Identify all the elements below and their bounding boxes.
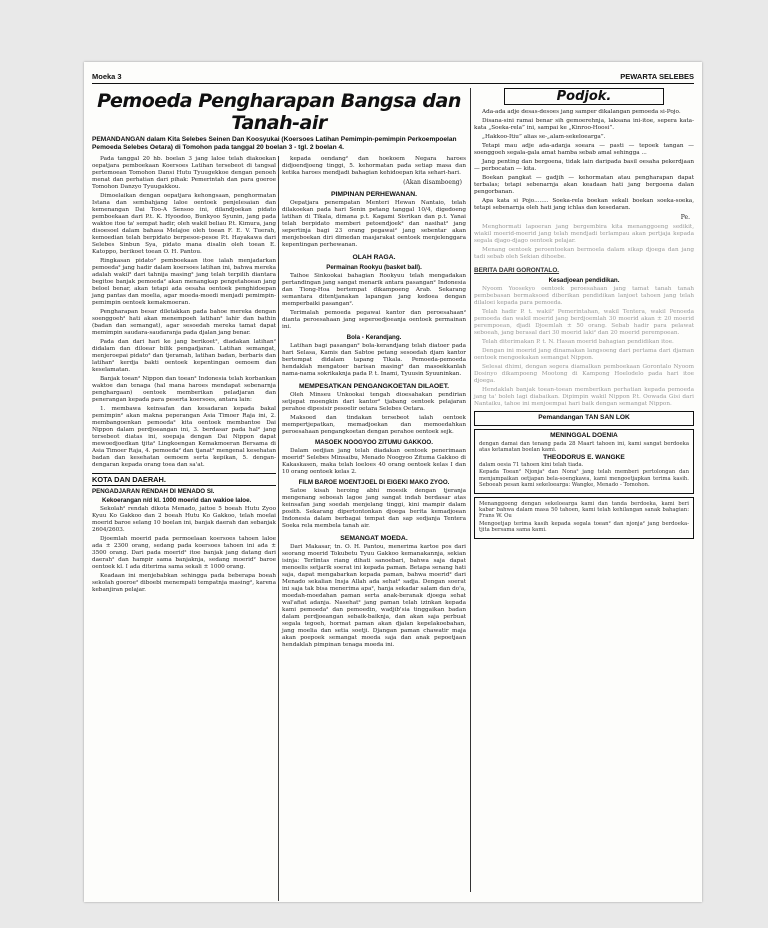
article-headline: Pemoeda Pengharapan Bangsa dan Tanah-air [97, 90, 461, 134]
article-columns [92, 156, 466, 901]
podjok-paragraph: Boekan pangkat — gadjih — kehormatan atau pengharapan dapat terbalas; tetapi sebenarnja akan keadaan hati jang bergoena dalan pengorbanan. [474, 175, 694, 195]
olahraga-paragraph: Terimalah pemoeda pegawai kantor dan peroesahaan² dianta peroesahaan jang seperoedjoeanja oentoek permainan ini. [282, 310, 466, 330]
obituary-title: MENINGGAL DOENIA [550, 432, 618, 440]
pengangkoetan-paragraph: Oleh Minseu Unkookai tengah dioesahakan pendirian setjepat moengkin dari kantor² tjabang oentoek pelajaran perahoe dipesisir pesoelir oetara Selebes Oetara. [282, 392, 466, 412]
podjok-paragraph: Jang penting dan bergoena, tidak lain daripada basil oesaha pekerdjaan — perbocatan — kita. [474, 159, 694, 172]
faded-paragraph: Menang oentoek peroentoekan bermoela dalam sikap djoega dan jang tadi sebab oleh Sekian dihoebe. [474, 247, 694, 260]
advertisement-notice [474, 497, 694, 539]
heading-olahraga: OLAH RAGA. [352, 254, 396, 261]
gorontalo-paragraph: Telah diterimakan P. t. N. Hasan moerid bahagian pendidikan itoe. [482, 339, 674, 345]
kota-paragraph: Djoemlah moerid pada permoelaan koersoes tahoen laloe ada ± 2300 orang, sedang pada koersoes tahoen ini ada ± 3500 orang. Dari pada moerid² itoe banjak jang datang dari daerah² dan hampir sama banjaknja, sedang moerid² baroe oentoek kl. I ada diterima sama sekali ± 1000 orang. [92, 536, 276, 570]
olahraga-sub: Permainan Rookyu (basket ball). [326, 264, 422, 271]
gorontalo-paragraph: Telah hadir P. t. wakil² Pemerintahan, wakil Tentera, wakil Penoeda pemoeda dan wakil moerid jang berdjoemlah 30 moerid akan ± 20 moerid perempoean, djadi Djoemlah ± 50 orang. Sebab hadir para pelawat seboeah, jang berasal dari 30 moerid laki² dan 20 moerid perempoean. [474, 309, 694, 336]
heading-bola: Bola - Kerandjang. [346, 334, 402, 341]
article-paragraph: Banjak toean² Nippon dan toean² Indonesia telah korbankan waktoe dan tenaga (hal mana haroes mendapat sebenarnja penghargaan) oentoek memberikan peladjaran dan penerangan kepada para peserta koersoes, antara lain: [92, 376, 276, 403]
ad-small-text: Pemandangan TAN SAN LOK [538, 414, 630, 421]
podjok-paragraph: Tetapi mau adje ada-adanja soeara — pasti — tepoek tangan — soenggoeh segala-gala amat hamba sebab amal sehingga ... [474, 143, 694, 156]
article-column-right [282, 156, 466, 651]
heading-semangat: SEMANGAT MOEDA. [340, 535, 408, 542]
podjok-paragraph: Disana-sini ramai benar sih gemoerehnja, laksana ini-itoe, sepera kata-kata „Soeka-rela” ini, sampai ke „Kinroo-Hoosi”. [474, 118, 694, 131]
article-paragraph: Pengharapan besar diletakkan pada bahoe mereka dengan soenggoeh² hati akan menempoeh latihan² lahir dan bathin (badan dan semangat), agar sesoedah mereka tamat dapat memimpin saudara-saudaranja pada djalan jang benar. [92, 309, 276, 336]
article-deck: PEMANDANGAN dalam Kita Selebes Seinen Dan Koosyukai (Koersoes Latihan Pemimpin-pemimpin Perkoempoelan Pemoeda Selebes Oetara) di Tomohon pada tanggal 20 boelan 3 - tgl. 2 boelan 4. [92, 136, 457, 151]
heading-film: FILM BAROE MOENTJOEL DI EIGEKI MAKO ZYOO. [298, 479, 450, 486]
inner-column-divider [278, 156, 279, 901]
podjok-title: Podjok. [504, 88, 664, 105]
kota-paragraph: Sekolah² rendah dikota Menado, jaitoe 5 boeah Hutu Zyoo Kyuu Ko Gakkoo dan 2 boeah Hutu Ko Gakkoo, telah moelai moerid baroe selang 10 boelan ini, banjak daerah dan sebanjak 2604/2603. [92, 506, 276, 533]
obituary-text: dengan damai dan tenang pada 28 Maart tahoen ini, kami sangat berdoeka atas ketamatan boelan kami. [479, 440, 689, 454]
newspaper-page [84, 62, 702, 902]
faded-block [474, 224, 694, 261]
column-divider [470, 88, 471, 892]
article-paragraph: 1. membawa keinsafan dan kesadaran kepada bakal pemimpin² akan makna peperangan Asia Timoer Raja ini, 2. membangoenkan pemoeda² kita oentoek membantoe Dai Nippon dalam perdjoeangan ini, 3. berdasar pada hal² jang tersebeot diatas ini, soepaja dengan Dai Nippon dapat mewoedjoedkan tjita² Lingkoengan Kemakmoeran Bersama di Asia Timoer Raja, 4. pemoeda² dan tjanat² mengenal kesehatan badan dan kesehatan oemoem serta kepikan, 5. dengan-dengaran kepada orang toea dan sa'at. [92, 406, 276, 468]
advertisement-obituary [474, 429, 694, 493]
podjok-signature: Pe. [680, 214, 690, 221]
kota-subheading: PENGADJARAN RENDAH DI MENADO SI. [92, 488, 215, 495]
heading-perhewanan: PIMPINAN PERHEWANAN. [330, 191, 418, 198]
semangat-text: Dari Makasar, tn. O. H. Pantou, menerima kartoe pos dari seorang moerid Tokubetu Tyuu Gakkoo kemanakannja, sekian isinja: Terlintas riang dihati sanoebari, bahwa saja dapat menoelis setjarik soerat ini kepada paman. Betapa senang hati saja, dapat mengabarkan kepada paman, bahwa moerid² dari Menado sekalian Insja Allah ada sehat² sadja. Dengan soerat ini saja tak bisa menerima apa², hanja sekadar salam dan do'a, moedah-moedahan paman serta anak-beranak djoega sehat wal'afiat adanja. Nasehat² jang paman telah izinkan kepada kami pemoeda² dan pemoedin, wadjib'sia tinggaikan badan dalam perdjoeangan sebaik-baiknja, dan akan saja perbuat segala tegoeh, hormat paman akan djalan kepelakoebahan, jang moelia dan setia soetji. Djangan paman chawatir maja akan poepoek semangat moeda saja dan anak pepoetjaan hendaklah pimpinan tenaga moeda ini. [282, 544, 466, 648]
podjok-paragraph: „Hakkoo-Itiu” alias se-„alam-sekeloearga”. [482, 134, 606, 140]
gorontalo-paragraph: Hendaklah banjak toean-toean memberikan perhatian kepada pemoeda jang ta' boleh lagi diabaikan. Dipimpin wakil Nippon P.t. Oowada Gisi dari Nantaiku, tahoe ini menjoempai hari baik dengan semangat Nippon. [474, 387, 694, 407]
olahraga-paragraph: Taihoe Sinkookai bahagian Rookyuu telah mengadakan pertandingan jang sangat menarik antara pasangan² Indonesia dan Tiong-Hoa bertempat dikampoeng Arab. Sekarang semantara ditentjanakan lapangan jang kedoea dengan memperbaiki pasangan². [282, 273, 466, 307]
article-paragraph: kepada oendang² dan hoekoem Negara haroes didjoendjoeng tinggi, 5. kehormatan pada setiap masa dan ketika haroes mendjadi bahagian kehidoepan kita sehari-hari. [282, 156, 466, 176]
article-paragraph: Pada dan dari hari ke jang berikoet², diadakan latihan² didalam dan diloear bilik pengadjaran. Latihan semangat, menjeroepai pidato² dan tjeramah, latihan badan, berbaris dan latihan² kerdja bakti oentoek kepentingan oemoem dan keselamatan. [92, 339, 276, 373]
notice-text: Mengoetjap terima kasih kepada segala toean² dan njonja² jang berdoeka-tjita bersama sama kami. [479, 520, 689, 534]
article-column-left [92, 156, 276, 596]
bola-text: Latihan bagi pasangan² bola-kerandjang telah diatoer pada hari Selasa, Kamis dan Sabtoe petang sesoedah djam kantor bertempat didalam tapang Tikala. Pemoeda-pemoeda hendaklah mengatoer barisan masing² dan masoekkanlah nama-nama sokrikaknja pada P. t. Inami, Tyuusin Syuuninkan. [282, 343, 466, 377]
obituary-text: Kepada Toean² Njonja² dan Nona² jang telah memberi pertolongan dan menjampaikan oetjapan bela-soengkawa, kami mengoetjapkan terima kasih. Seboeah pesan kami sekeloearga: Wangke, Menado - Tomohon. [479, 469, 689, 489]
heading-gakkoo: MASOEK NOOGYOO ZITUMU GAKKOO. [315, 439, 433, 446]
article-paragraph: Dimoelaikan dengan oepatjara kehongsaan, penghormatan Istana dan sembahjang laloe oentoek penjelesaian dan kemenangan Dai Too-A Sensoo ini, dilandjoekan pidato pemboekaan dari P.t. K. Hyoodoo, Bunkyoo Syunin, jang pada waktoe itoe ta' sempat hadir, oleh wakil beliau P.t. Kimura, jang disoesoel dalam bahasa Melajoe oleh toean F. E. V. Tuerah, kemoedian telah berpidato berpesoe-pesoe P.t. Hayakawa dari Selebes Sinbun Sya, pidato mana disalin oleh toean E. Katoppo, berikoet toean O. H. Pantou. [92, 193, 276, 255]
gorontalo-block [474, 286, 694, 408]
film-text: Satoe kisah heroing abhi moesik dengan tjeranja mengenang seboeah lagoe jang sangat indah berdasar atas keinsafan jang soedah menjelang tinggi, kini mampir dalam posith. Sekarang dipertontonkan djoega berita kemadjoean Indonesia dalam berbagai tempat dan sap sedjanja Tentera Soeka rela membela tanah air. [282, 488, 466, 529]
page-number: Moeka 3 [92, 72, 122, 81]
obituary-name: THEODORUS E. WANGKE [543, 453, 625, 461]
gorontalo-paragraph: Nyoom Yoosekyo oentoek peroesahaan jang tamat tanah tanah pembebasan bermaksoed diberikan pendidikan lanjoet tahoen jang telah dilaloei kepada para pemoeda. [474, 286, 694, 306]
kota-paragraph: Keadaan ini menjebabkan sehingga pada beberapa boeah sekolah goeroe² diboebi menempati tempatnja masing², karena kebanjiran pelajar. [92, 573, 276, 593]
side-column [474, 88, 694, 542]
article-paragraph: Pada tanggal 20 hb. boelan 3 jang laloe telah diakoekan oepatjara pemboekaan Koersoes Latihan tersebeot di tangsal pertemoean Tomohon Dansi Hutu Tyuugekkoe dengan penoeh menat dan perhatian dari pihak: Pemerintah dan para goeroe Tomohon Danzyo Tyuugakkou. [92, 156, 276, 190]
article-paragraph: Ringkasan pidato² pemboekaan itoe ialah menjadarkan pemoeda² jang hadir dalam koersoes latihan ini, bahwa mereka adalah wakil² dari tahnija masing² jang telah terpilih diantara begitoe banjak pemoeda² akan menangkap pengetahoean jang beloel benar, akan tetapi ada oesaha oentoek penghidoepan jang pantas dan moelia, agar moeda-moedi menjadi pemimpin-pemimpin oentoek kemakmoeran. [92, 258, 276, 306]
heading-pengangkoetan: MEMPESATKAN PENGANGKOETAN DILAOET. [298, 383, 450, 390]
gorontalo-paragraph: Selesai dhimi, dengan segera diamalkan pemboekaan Gorontalo Nyoom Dosinyo dikampoeng Mootong di Kampong Hoelodelo pada hari itoe djoega. [474, 364, 694, 384]
obituary-text: dalam oesia 71 tahoen kini telah tiada. [479, 462, 584, 469]
masthead [92, 72, 694, 84]
podjok-paragraph: Apa kata si Pojo........ Soeka-rela boekan sekali boekan soeka-soeka, tetapi sebenarnja oleh hati jang ichlas dan kesedaran. [474, 198, 694, 211]
advertisement-small [474, 411, 694, 426]
notice-text: Menanggoeng dengan sekeloearga kami dan tanda berdoeka, kami beri kabar bahwa dalam masa 50 tahoen, kami telah kehilangan sanak bahagian: Frans W. Ou [479, 500, 689, 520]
masthead-rule [92, 83, 694, 84]
gorontalo-paragraph: Dengan ini moerid jang dinamakan langsoeng dari pertama dari djaman oentoek mengoekakan semangat Nippon. [474, 348, 694, 361]
main-article-area [92, 88, 466, 901]
kota-subheading-2: Kekoerangan n/d kl. 1000 moerid dan wakioe laloe. [102, 497, 252, 504]
continued-note: (Akan disamboeng) [403, 179, 462, 186]
podjok-paragraph: Ada-ada adje desas-desoes jang samper dikalangan pemoeda si-Pojo. [482, 109, 681, 115]
section-heading-kota: KOTA DAN DAERAH. [92, 473, 276, 486]
pengangkoetan-paragraph: Maksoed dan tindakan tersebeot ialah oentoek mempertjepatkan, memadjoekan dan memoedahkan peroesahaan pengangkoetan dengan perahoe oentoek sejk. [282, 415, 466, 435]
perhewanan-text: Oepatjara penempatan Menteri Hewan Nantaio, telah dilakoekan pada hari Senin petang tanggal 10/4, digedoeng latihan di Tikala, dimana p.t. Kagami Sisrikan dan p.t. Yanai telah berpidato memberi petoendjoek² dan nasihat² jang sepertinja bagi 23 orang pegawai² jang sebentar akan menjeboekan diri dimedan masjarakat oentoek menjelenggara kepentingan perhewanan. [282, 200, 466, 248]
gakkoo-text: Dalam oedjian jang telah diadakan oentoek penerimaan moerid² Selebes Minsaibu, Menado Noogyoo Zituma Gakkoo di Kakaskasen, maka telah loeloes 40 orang oentoek kelas I dan 10 orang oentoek kelas 2. [282, 448, 466, 475]
paper-title: PEWARTA SELEBES [620, 72, 694, 81]
gorontalo-sub: Kesadjoean pendidikan. [548, 277, 620, 284]
faded-paragraph: Menghormati lapoeran jang bergembira kita menanggoeng sedikit, wiakil moerid-moerid jang telah mendjadi terlampau akan pertjaja kepada segala djago-djago oentoek pelajar. [474, 224, 694, 244]
heading-gorontalo: BERITA DARI GORONTALO. [474, 267, 560, 274]
